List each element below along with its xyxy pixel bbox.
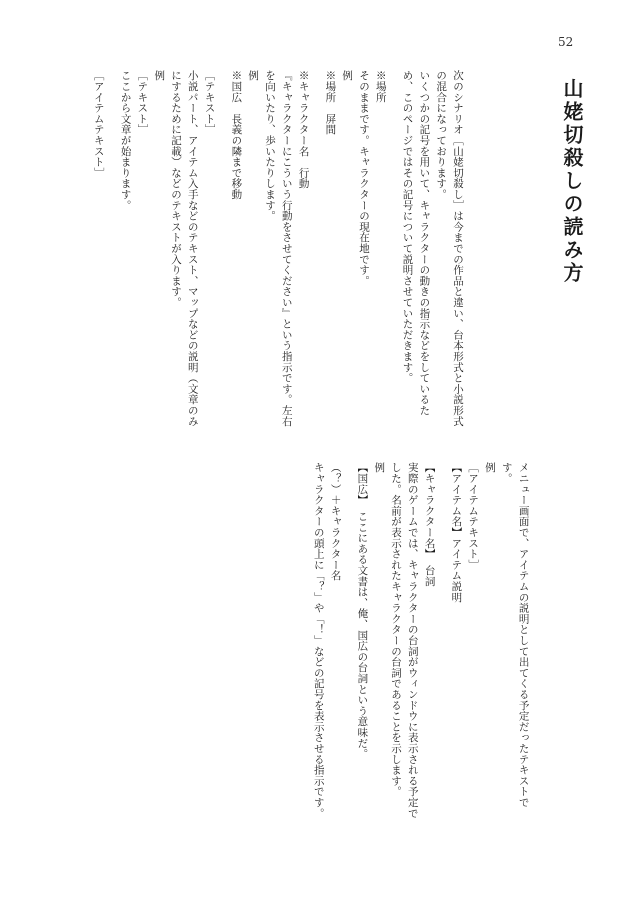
- paragraph-gap: [218, 70, 228, 426]
- text-line: ※場所: [374, 70, 387, 103]
- text-line: 例: [373, 462, 386, 473]
- text-line: いくつかの記号を用いて、キャラクターの動きの指示などをしているた: [418, 70, 431, 416]
- text-line: キャラクターの頭上に「？」や「！」などの記号を表示させる指示です。: [312, 462, 325, 819]
- text-line: 例: [153, 70, 166, 81]
- text-line: め、このページではその記号について説明させていただきます。: [401, 70, 414, 384]
- upper-text-block: [90, 70, 466, 426]
- page-number: 52: [558, 35, 574, 49]
- text-line: した。名前が表示されたキャラクターの台詞であることを示します。: [389, 462, 402, 797]
- text-line: 例: [341, 70, 354, 81]
- page-heading: 山姥切殺しの読み方: [560, 78, 584, 285]
- text-line: 次のシナリオ［山姥切殺し］は今までの作品と違い、台本形式と小説形式: [451, 70, 464, 427]
- text-line: ［アイテムテキスト］: [92, 70, 105, 178]
- text-line: 【キャラクター名】 台詞: [423, 462, 436, 587]
- text-line: そのままです。キャラクターの現在地です。: [357, 70, 370, 286]
- text-line: にするために記載）などのテキストが入ります。: [169, 70, 182, 308]
- paragraph-gap: [389, 70, 399, 426]
- paragraph-gap: [438, 462, 448, 818]
- lower-text-block: [310, 462, 532, 818]
- paragraph-gap: [344, 462, 354, 818]
- text-line: 『キャラクターにこういう行動をさせてください』という指示です。左右: [280, 70, 293, 427]
- text-line: （？）＋キャラクター名: [329, 462, 342, 581]
- text-line: ※国広 長義の隣まで移動: [230, 70, 243, 200]
- text-line: ［アイテムテキスト］: [467, 462, 480, 570]
- text-line: ※場所 屏間: [324, 70, 337, 135]
- text-line: ［テキスト］: [203, 70, 216, 135]
- text-line: す。: [500, 462, 513, 484]
- text-line: 小説パート、アイテム入手などのテキスト、マップなどの説明（文章のみ: [186, 70, 199, 427]
- text-line: 例: [483, 462, 496, 473]
- paragraph-gap: [312, 70, 322, 426]
- text-line: 【国広】 ここにある文書は、俺、国広の台詞という意味だ。: [356, 462, 369, 760]
- text-line: メニュー画面で、アイテムの説明として出てくる予定だったテキストで: [517, 462, 530, 808]
- text-line: 実際のゲームでは、キャラクターの台詞がウィンドウに表示される予定で: [406, 462, 419, 819]
- text-line: ※キャラクター名 行動: [297, 70, 310, 189]
- text-line: 例: [247, 70, 260, 81]
- text-line: を向いたり、歩いたりします。: [263, 70, 276, 222]
- text-line: 【アイテム名】アイテム説明: [450, 462, 463, 603]
- paragraph-gap: [107, 70, 117, 426]
- text-line: ［テキスト］: [136, 70, 149, 135]
- text-line: ここから文章が始まります。: [119, 70, 132, 211]
- text-line: の混合になっております。: [435, 70, 448, 200]
